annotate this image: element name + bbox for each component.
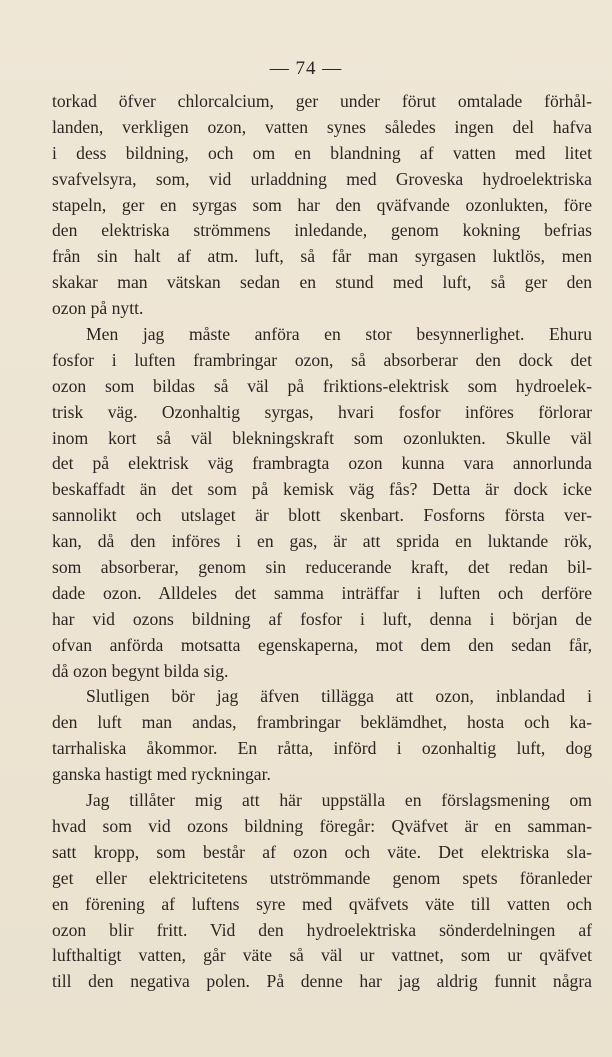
text-line: beskaffadt än det som på kemisk väg fås? Detta är dock icke: [52, 479, 592, 500]
text-line: en förening af luftens syre med qväfvets väte till vatten och: [52, 893, 592, 914]
text-line: som absorberar, genom sin reducerande kraft, det redan bil-: [52, 557, 592, 578]
text-line: då ozon begynt bilda sig.: [52, 660, 229, 681]
text-line: det på elektrisk väg frambragta ozon kunna vara annorlunda: [52, 453, 592, 474]
text-line: Slutligen bör jag äfven tillägga att ozon, inblandad i: [86, 686, 592, 707]
text-line: den elektriska strömmens inledande, genom kokning befrias: [52, 220, 592, 241]
text-line: ganska hastigt med ryckningar.: [52, 764, 271, 785]
body-text: [52, 89, 592, 995]
text-line: hvad som vid ozons bildning föregår: Qväfvet är en samman-: [52, 815, 592, 836]
text-line: sannolikt och utslaget är blott skenbart. Fosforns första ver-: [52, 505, 592, 526]
text-line: svafvelsyra, som, vid urladdning med Groveska hydroelektriska: [52, 168, 592, 189]
text-line: ozon på nytt.: [52, 298, 144, 319]
text-line: skakar man vätskan sedan en stund med luft, så ger den: [52, 272, 592, 293]
text-line: lufthaltigt vatten, går väte så väl ur vattnet, som ur qväfvet: [52, 945, 592, 966]
text-line: inom kort så väl blekningskraft som ozonlukten. Skulle väl: [52, 427, 592, 448]
text-line: den luft man andas, frambringar beklämdhet, hosta och ka-: [52, 712, 592, 733]
text-line: i dess bildning, och om en blandning af vatten med litet: [52, 142, 592, 163]
text-line: Men jag måste anföra en stor besynnerlighet. Ehuru: [86, 324, 592, 345]
text-line: ozon som bildas så väl på friktions-elektrisk som hydroelek-: [52, 375, 592, 396]
text-line: landen, verkligen ozon, vatten synes således ingen del hafva: [52, 116, 592, 137]
text-line: till den negativa polen. På denne har jag aldrig funnit några: [52, 971, 592, 992]
text-line: Jag tillåter mig att här uppställa en förslagsmening om: [86, 790, 592, 811]
text-line: tarrhaliska åkommor. En råtta, införd i ozonhaltig luft, dog: [52, 738, 592, 759]
text-line: dade ozon. Alldeles det samma inträffar i luften och derföre: [52, 582, 592, 603]
text-line: kan, då den införes i en gas, är att sprida en luktande rök,: [52, 531, 592, 552]
text-line: stapeln, ger en syrgas som har den qväfvande ozonlukten, före: [52, 194, 592, 215]
text-line: satt kropp, som består af ozon och väte. Det elektriska sla-: [52, 841, 592, 862]
text-line: trisk väg. Ozonhaltig syrgas, hvari fosfor införes förlorar: [52, 401, 592, 422]
text-line: torkad öfver chlorcalcium, ger under förut omtalade förhål-: [52, 91, 592, 111]
text-line: har vid ozons bildning af fosfor i luft, denna i början de: [52, 608, 592, 629]
page-number: — 74 —: [269, 58, 343, 79]
text-line: fosfor i luften frambringar ozon, så absorberar den dock det: [52, 349, 592, 370]
text-line: från sin halt af atm. luft, så får man syrgasen luktlös, men: [52, 246, 592, 267]
text-line: get eller elektricitetens utströmmande genom spets föranleder: [52, 867, 592, 888]
text-line: ozon blir fritt. Vid den hydroelektriska sönderdelningen af: [52, 919, 592, 940]
text-line: ofvan anförda motsatta egenskaperna, mot dem den sedan får,: [52, 634, 592, 655]
